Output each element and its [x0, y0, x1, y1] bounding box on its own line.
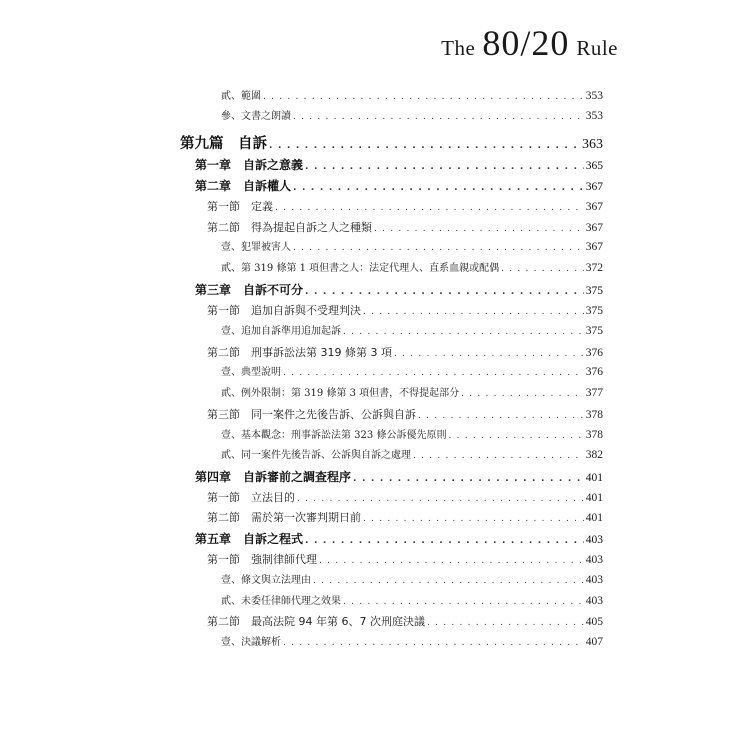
toc-entry-item [221, 263, 603, 275]
toc-entry-label: 貳、第 319 條第 1 項但書之人：法定代理人、直系血親或配偶 [221, 263, 500, 274]
toc-entry-item [221, 388, 603, 400]
dot-leader [293, 244, 584, 253]
toc-entry-label: 貳、未委任律師代理之效果 [221, 596, 341, 607]
dot-leader [305, 288, 584, 297]
dot-leader [353, 475, 584, 484]
toc-entry-section [207, 554, 603, 567]
toc-entry-chapter [195, 471, 603, 485]
toc-entry-chapter [195, 533, 603, 547]
dot-leader [305, 163, 584, 172]
toc-entry-page: 353 [585, 90, 603, 102]
toc-entry-label: 第四章 自訴審前之調查程序 [195, 470, 352, 484]
toc-entry-page: 403 [585, 595, 603, 607]
toc-entry-page: 375 [585, 325, 603, 337]
toc-entry-item [221, 450, 603, 462]
header-prefix: The [441, 36, 476, 60]
toc-entry-item [221, 430, 603, 442]
toc-entry-part [180, 137, 603, 152]
dot-leader [363, 515, 584, 524]
dot-leader [363, 308, 584, 317]
dot-leader [343, 598, 584, 607]
dot-leader [343, 328, 584, 337]
dot-leader [394, 350, 584, 359]
toc-entry-page: 376 [585, 366, 603, 378]
toc-entry-section [207, 347, 603, 360]
toc-entry-label: 壹、條文與立法理由 [221, 575, 311, 586]
toc-entry-label: 第一節 強制律師代理 [207, 553, 317, 566]
toc-entry-label: 貳、例外限制：第 319 條第 3 項但書，不得提起部分 [221, 388, 460, 399]
toc-entry-page: 363 [582, 137, 603, 152]
toc-entry-page: 367 [585, 201, 603, 213]
toc-entry-label: 第三節 同一案件之先後告訴、公訴與自訴 [207, 408, 416, 421]
dot-leader [313, 577, 584, 586]
toc-entry-item [221, 637, 603, 649]
toc-entry-chapter [195, 159, 603, 173]
toc-entry-label: 第二節 得為提起自訴之人之種類 [207, 221, 372, 234]
toc-entry-item [221, 575, 603, 587]
header-number: 80/20 [482, 23, 570, 63]
toc-entry-label: 第二節 最高法院 94 年第 6、7 次刑庭決議 [207, 615, 425, 628]
dot-leader [374, 225, 584, 234]
toc-entry-label: 第二章 自訴權人 [195, 179, 292, 193]
dot-leader [413, 452, 584, 461]
toc-entry-section [207, 492, 603, 505]
dot-leader [461, 390, 584, 399]
toc-entry-page: 372 [585, 262, 603, 274]
toc-entry-label: 第一節 定義 [207, 200, 273, 213]
toc-entry-label: 第一章 自訴之意義 [195, 158, 304, 172]
toc-entry-item [221, 242, 603, 254]
toc-entry-label: 第二節 刑事訴訟法第 319 條第 3 項 [207, 346, 392, 359]
toc-entry-page: 353 [585, 110, 603, 122]
toc-entry-page: 365 [585, 160, 603, 172]
toc-entry-chapter [195, 180, 603, 194]
toc-entry-label: 第五章 自訴之程式 [195, 532, 304, 546]
toc-entry-label: 第九篇 自訴 [180, 136, 267, 152]
toc-entry-label: 壹、追加自訴準用追加起訴 [221, 326, 341, 337]
toc-entry-item [221, 596, 603, 608]
toc-entry-page: 401 [585, 492, 603, 504]
toc-entry-page: 367 [585, 222, 603, 234]
toc-entry-page: 405 [585, 616, 603, 628]
toc-entry-label: 第二節 需於第一次審判期日前 [207, 511, 361, 524]
toc-entry-page: 401 [585, 472, 603, 484]
toc-entry-page: 378 [585, 429, 603, 441]
dot-leader [263, 93, 584, 102]
toc-entry-label: 壹、決議解析 [221, 637, 281, 648]
dot-leader [418, 412, 584, 421]
toc-entry-label: 第一節 立法目的 [207, 491, 295, 504]
toc-entry-section [207, 409, 603, 422]
toc-entry-page: 375 [585, 285, 603, 297]
dot-leader [501, 265, 584, 274]
toc-entry-page: 367 [585, 181, 603, 193]
toc-entry-label: 第三章 自訴不可分 [195, 283, 304, 297]
toc-entry-label: 參、文書之朗讀 [221, 111, 291, 122]
dot-leader [275, 204, 584, 213]
toc-entry-page: 378 [585, 409, 603, 421]
dot-leader [305, 537, 584, 546]
toc-entry-label: 壹、基本觀念：刑事訴訟法第 323 條公訴優先原則 [221, 430, 447, 441]
toc-entry-page: 403 [585, 534, 603, 546]
toc-entry-label: 貳、同一案件先後告訴、公訴與自訴之處理 [221, 450, 411, 461]
dot-leader [283, 369, 584, 378]
running-header [441, 22, 618, 64]
toc-entry-label: 第一節 追加自訴與不受理判決 [207, 304, 361, 317]
dot-leader [283, 639, 584, 648]
toc-entry-item [221, 367, 603, 379]
toc-entry-chapter [195, 284, 603, 298]
toc-entry-label: 壹、犯罪被害人 [221, 242, 291, 253]
toc-entry-section [207, 305, 603, 318]
toc-entry-item [221, 111, 603, 123]
toc-entry-page: 403 [585, 554, 603, 566]
header-suffix: Rule [576, 36, 618, 60]
toc-entry-item [221, 91, 603, 103]
toc-entry-page: 382 [585, 449, 603, 461]
toc-entry-item [221, 326, 603, 338]
toc-entry-page: 367 [585, 241, 603, 253]
toc-entry-label: 壹、典型說明 [221, 367, 281, 378]
toc-entry-page: 407 [585, 636, 603, 648]
dot-leader [293, 184, 584, 193]
toc-entry-label: 貳、範圍 [221, 91, 261, 102]
dot-leader [319, 557, 584, 566]
toc-entry-section [207, 616, 603, 629]
toc-entry-section [207, 201, 603, 214]
dot-leader [297, 495, 584, 504]
toc-entry-page: 377 [585, 387, 603, 399]
toc-entry-page: 401 [585, 512, 603, 524]
dot-leader [293, 113, 584, 122]
toc-entry-page: 403 [585, 574, 603, 586]
toc-entry-page: 375 [585, 305, 603, 317]
toc-entry-section [207, 222, 603, 235]
toc-entry-section [207, 512, 603, 525]
toc-entry-page: 376 [585, 347, 603, 359]
dot-leader [448, 432, 583, 441]
dot-leader [427, 619, 584, 628]
dot-leader [269, 142, 580, 151]
